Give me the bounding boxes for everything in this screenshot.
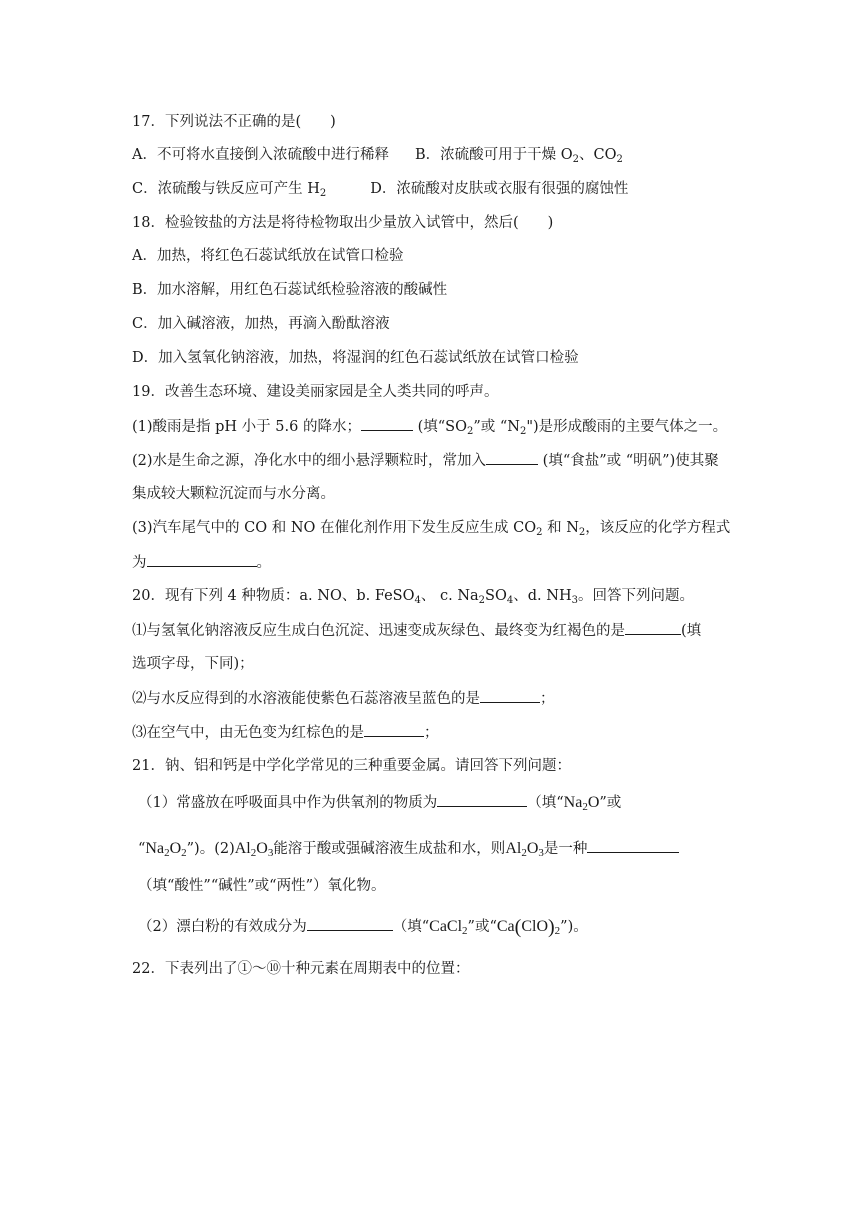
- answer-blank[interactable]: [587, 838, 679, 853]
- answer-blank[interactable]: [625, 620, 681, 635]
- q21-part2: （2）漂白粉的有效成分为 （填“CaCl$_2$”或“$Ca(ClO)_2$”)。: [138, 916, 588, 938]
- q17-option-c: C．浓硫酸与铁反应可产生 $H_2$: [132, 181, 327, 199]
- q21-part1: （1）常盛放在呼吸面具中作为供氧剂的物质为 （填“$Na_2O$”或: [138, 794, 622, 813]
- q21-part1-cont: “$Na_2O_2$”)。$(2)Al_2O_3$能溶于酸或强碱溶液生成盐和水，则$Al_2O_3$是一种: [138, 838, 679, 859]
- q21-part1-cont2: （填“酸性”“碱性”或“两性”）氧化物。: [138, 878, 386, 894]
- answer-blank[interactable]: [147, 552, 257, 567]
- q20-part2: ⑵与水反应得到的水溶液能使紫色石蕊溶液呈蓝色的是 ；: [132, 688, 555, 709]
- q20-part1: ⑴与氢氧化钠溶液反应生成白色沉淀、迅速变成灰绿色、最终变为红褐色的是 (填: [132, 620, 701, 641]
- q22-stem: 22．下表列出了①～⑩十种元素在周期表中的位置：: [132, 961, 470, 977]
- formula-na2o: $Na_2O$: [563, 794, 600, 813]
- q21-stem: 21．钠、铝和钙是中学化学常见的三种重要金属。请回答下列问题：: [132, 758, 571, 774]
- q18-option-c: C．加入碱溶液，加热，再滴入酚酞溶液: [132, 316, 390, 332]
- q17-option-d: D．浓硫酸对皮肤或衣服有很强的腐蚀性: [370, 181, 629, 197]
- q18-option-b: B．加水溶解，用红色石蕊试纸检验溶液的酸碱性: [132, 282, 448, 298]
- formula-al2o3: $Al_2O_3$: [505, 840, 544, 859]
- answer-blank[interactable]: [480, 688, 540, 703]
- q19-part2: (2)水是生命之源，净化水中的细小悬浮颗粒时，常加入 (填“食盐”或 “明矾”)使其聚: [132, 450, 719, 471]
- q19-part1: (1)酸雨是指 pH 小于 5.6 的降水； (填“$SO_2$”或 “$N_2$")是形成酸雨的主要气体之一。: [132, 416, 727, 437]
- formula-al2o3: $Al_2O_3$: [234, 840, 274, 859]
- answer-blank[interactable]: [486, 450, 538, 465]
- q19-part3-cont: 为 。: [132, 552, 271, 573]
- formula-ca-clo-2: $Ca(ClO)_2$: [496, 916, 561, 938]
- q19-stem: 19．改善生态环境、建设美丽家园是全人类共同的呼声。: [132, 384, 499, 400]
- answer-blank[interactable]: [437, 792, 527, 807]
- formula-cacl2: CaCl$_2$: [429, 918, 468, 937]
- answer-blank[interactable]: [361, 416, 413, 431]
- q17-option-b: B．浓硫酸可用于干燥 $O_2$、$CO_2$: [414, 147, 623, 165]
- q20-part1-cont: 选项字母，下同)；: [132, 656, 254, 672]
- q17-options-cd: [132, 179, 628, 199]
- q17-option-a: A．不可将水直接倒入浓硫酸中进行稀释: [132, 147, 389, 163]
- q18-option-a: A．加热，将红色石蕊试纸放在试管口检验: [132, 248, 404, 264]
- q17-stem: 17．下列说法不正确的是( ): [132, 114, 336, 130]
- answer-blank[interactable]: [307, 916, 393, 931]
- q19-part2-cont: 集成较大颗粒沉淀而与水分离。: [132, 486, 335, 502]
- formula-na2o2: $Na_2O_2$: [145, 840, 187, 859]
- q20-stem: 20．现有下列 4 种物质：a. NO、b. FeSO$_4$、 c. $Na_2SO_4$、d. $NH_3$。回答下列问题。: [132, 588, 694, 606]
- q17-options-ab: [132, 145, 623, 165]
- q18-option-d: D．加入氢氧化钠溶液，加热，将湿润的红色石蕊试纸放在试管口检验: [132, 350, 579, 366]
- answer-blank[interactable]: [364, 722, 424, 737]
- q20-part3: ⑶在空气中，由无色变为红棕色的是 ；: [132, 722, 439, 743]
- q18-stem: 18．检验铵盐的方法是将待检物取出少量放入试管中，然后( ): [132, 215, 554, 231]
- q19-part3: (3)汽车尾气中的 CO 和 NO 在催化剂作用下发生反应生成 $CO_2$ 和 $N_2$，该反应的化学方程式: [132, 520, 731, 538]
